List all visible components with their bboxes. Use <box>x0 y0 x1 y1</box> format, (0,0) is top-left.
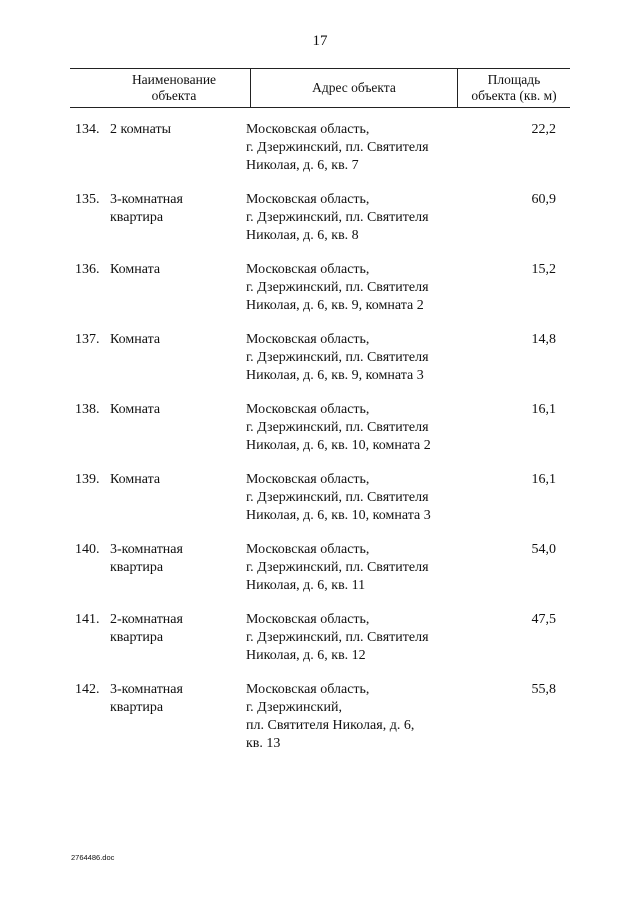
table-body <box>70 121 570 761</box>
address-line: Московская область, <box>246 262 370 277</box>
row-number: 141. <box>75 612 100 627</box>
row-address <box>246 191 476 261</box>
objects-table <box>70 68 570 761</box>
address-line: Московская область, <box>246 612 370 627</box>
object-name-line: Комната <box>110 262 161 277</box>
row-number: 135. <box>75 192 100 207</box>
table-row <box>70 121 570 191</box>
object-name-line: 2-комнатная <box>110 612 183 627</box>
row-object-name <box>110 611 246 681</box>
address-line: Николая, д. 6, кв. 7 <box>246 158 359 173</box>
row-address <box>246 401 476 471</box>
row-object-name <box>110 401 246 471</box>
row-area: 22,2 <box>531 122 556 137</box>
address-line: г. Дзержинский, пл. Святителя <box>246 210 429 225</box>
object-name-line: квартира <box>110 210 164 225</box>
table-row <box>70 331 570 401</box>
table-row <box>70 401 570 471</box>
row-number: 134. <box>75 122 100 137</box>
table-row <box>70 471 570 541</box>
row-area: 47,5 <box>531 612 556 627</box>
address-line: Николая, д. 6, кв. 11 <box>246 578 366 593</box>
address-line: г. Дзержинский, пл. Святителя <box>246 490 429 505</box>
address-line: г. Дзержинский, пл. Святителя <box>246 560 429 575</box>
object-name-line: 3-комнатная <box>110 542 183 557</box>
row-number: 136. <box>75 262 100 277</box>
table-row <box>70 541 570 611</box>
object-name-line: квартира <box>110 700 164 715</box>
table-row <box>70 191 570 261</box>
row-area: 15,2 <box>531 262 556 277</box>
address-line: Николая, д. 6, кв. 10, комната 3 <box>246 508 431 523</box>
address-line: Московская область, <box>246 472 370 487</box>
header-area-line2: объекта (кв. м) <box>471 88 557 103</box>
row-area: 60,9 <box>531 192 556 207</box>
row-number: 142. <box>75 682 100 697</box>
address-line: Московская область, <box>246 682 370 697</box>
row-object-name <box>110 121 246 191</box>
object-name-line: 3-комнатная <box>110 682 183 697</box>
table-row <box>70 681 570 761</box>
address-line: г. Дзержинский, пл. Святителя <box>246 350 429 365</box>
row-address <box>246 681 476 761</box>
row-address <box>246 471 476 541</box>
footer-filename: 2764486.doc <box>71 853 115 862</box>
object-name-line: Комната <box>110 332 161 347</box>
address-line: Московская область, <box>246 192 370 207</box>
row-address <box>246 611 476 681</box>
row-object-name <box>110 681 246 761</box>
object-name-line: Комната <box>110 472 161 487</box>
row-number: 140. <box>75 542 100 557</box>
row-object-name <box>110 261 246 331</box>
address-line: г. Дзержинский, пл. Святителя <box>246 420 429 435</box>
page-number: 17 <box>312 33 328 49</box>
address-line: г. Дзержинский, пл. Святителя <box>246 140 429 155</box>
row-object-name <box>110 191 246 261</box>
address-line: Московская область, <box>246 122 370 137</box>
row-address <box>246 541 476 611</box>
header-name-line1: Наименование <box>131 72 217 87</box>
address-line: Николая, д. 6, кв. 12 <box>246 648 366 663</box>
address-line: Николая, д. 6, кв. 8 <box>246 228 359 243</box>
row-area: 14,8 <box>531 332 556 347</box>
row-number: 139. <box>75 472 100 487</box>
table-row <box>70 611 570 681</box>
address-line: г. Дзержинский, <box>246 700 342 715</box>
address-line: Московская область, <box>246 542 370 557</box>
address-line: Николая, д. 6, кв. 10, комната 2 <box>246 438 431 453</box>
header-area-line1: Площадь <box>487 72 541 87</box>
address-line: пл. Святителя Николая, д. 6, <box>246 718 415 733</box>
address-line: Московская область, <box>246 402 370 417</box>
address-line: Московская область, <box>246 332 370 347</box>
address-line: г. Дзержинский, пл. Святителя <box>246 280 429 295</box>
row-address <box>246 261 476 331</box>
row-area: 55,8 <box>531 682 556 697</box>
row-area: 16,1 <box>531 402 556 417</box>
object-name-line: квартира <box>110 630 164 645</box>
row-address <box>246 331 476 401</box>
table-header <box>70 68 570 108</box>
address-line: Николая, д. 6, кв. 9, комната 3 <box>246 368 424 383</box>
address-line: Николая, д. 6, кв. 9, комната 2 <box>246 298 424 313</box>
row-object-name <box>110 471 246 541</box>
row-area: 54,0 <box>531 542 556 557</box>
header-address: Адрес объекта <box>251 69 458 107</box>
object-name-line: 3-комнатная <box>110 192 183 207</box>
row-area: 16,1 <box>531 472 556 487</box>
row-object-name <box>110 331 246 401</box>
object-name-line: квартира <box>110 560 164 575</box>
address-line: кв. 13 <box>246 736 281 751</box>
address-line: г. Дзержинский, пл. Святителя <box>246 630 429 645</box>
row-object-name <box>110 541 246 611</box>
object-name-line: Комната <box>110 402 161 417</box>
header-name-line2: объекта <box>151 88 197 103</box>
object-name-line: 2 комнаты <box>110 122 172 137</box>
row-number: 138. <box>75 402 100 417</box>
row-address <box>246 121 476 191</box>
header-name <box>70 69 251 107</box>
table-row <box>70 261 570 331</box>
header-area <box>458 69 570 107</box>
row-number: 137. <box>75 332 100 347</box>
